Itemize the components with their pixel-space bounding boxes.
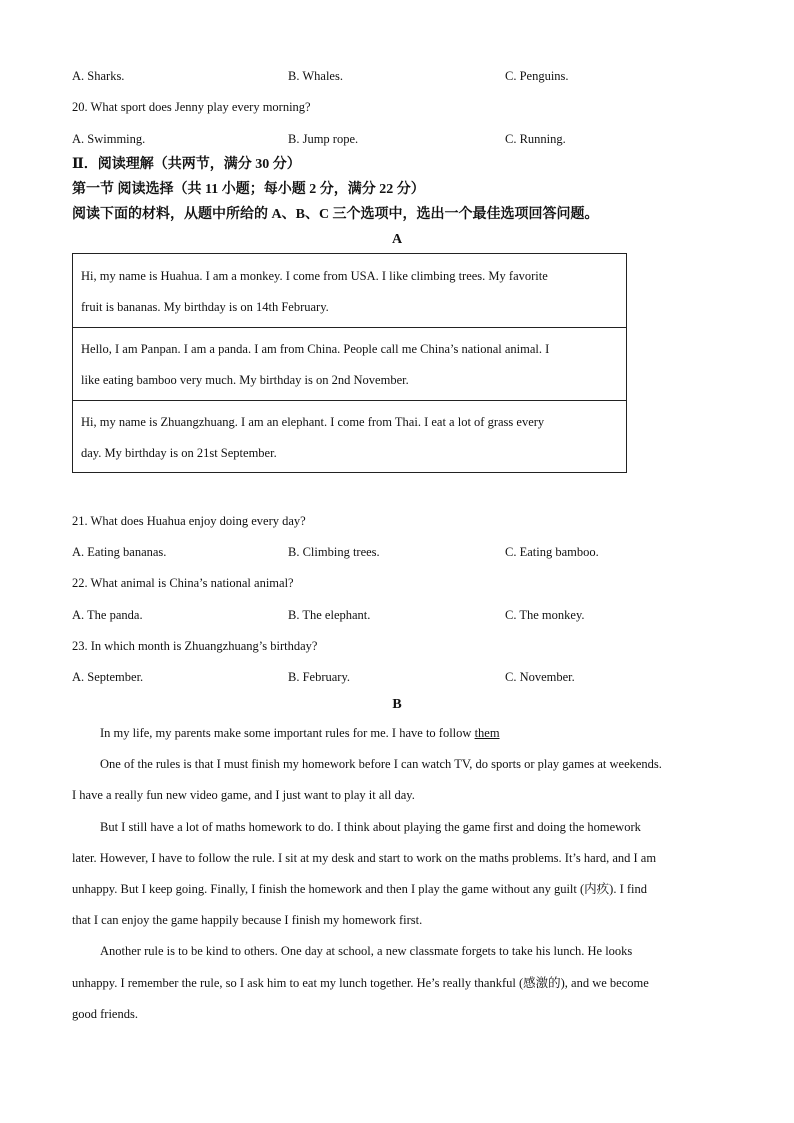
underlined-word-them: them	[474, 726, 500, 740]
passage-b-line: good friends.	[72, 1007, 138, 1021]
passage-b-line: But I still have a lot of maths homework to do. I think about playing the game first and doing the homework	[100, 820, 641, 834]
passage-b-heading: B	[392, 697, 402, 712]
section-title: Ⅱ．阅读理解（共两节，满分 30 分）	[72, 157, 301, 172]
passage-a-row-zhuangzhuang	[73, 401, 626, 473]
q22-question: 22. What animal is China’s national animal?	[72, 576, 294, 590]
q21-option-c: C. Eating bamboo.	[505, 545, 599, 559]
passage-b-p1-text: In my life, my parents make some important rules for me. I have to follow	[100, 726, 475, 740]
part1-title: 第一节 阅读选择（共 11 小题；每小题 2 分，满分 22 分）	[72, 182, 425, 197]
q20-option-b: B. Jump rope.	[288, 132, 359, 146]
q20-question: 20. What sport does Jenny play every morning?	[72, 100, 311, 114]
passage-a-heading: A	[391, 232, 403, 247]
passage-a-table	[72, 253, 627, 473]
passage-a-row1-line2: fruit is bananas. My birthday is on 14th February.	[81, 300, 329, 314]
passage-b-line: unhappy. But I keep going. Finally, I finish the homework and then I play the game without any guilt (内疚). I find	[72, 882, 648, 896]
passage-b-line: that I can enjoy the game happily because I finish my homework first.	[72, 913, 423, 927]
q21-option-b: B. Climbing trees.	[288, 545, 380, 559]
passage-a-row2-line2: like eating bamboo very much. My birthday is on 2nd November.	[81, 373, 409, 387]
passage-b-line: later. However, I have to follow the rule. I sit at my desk and start to work on the maths problems. It’s hard, and I am	[72, 851, 657, 865]
passage-b-line: One of the rules is that I must finish my homework before I can watch TV, do sports or play games at weekends.	[100, 757, 662, 771]
passage-a-row3-line1: Hi, my name is Zhuangzhuang. I am an elephant. I come from Thai. I eat a lot of grass every	[81, 415, 545, 429]
q23-option-c: C. November.	[505, 670, 575, 684]
q19-option-c: C. Penguins.	[505, 69, 569, 83]
passage-b-paragraph-1	[100, 725, 500, 741]
q21-option-a: A. Eating bananas.	[72, 545, 167, 559]
passage-a-row2-line1: Hello, I am Panpan. I am a panda. I am from China. People call me China’s national animal. I	[81, 342, 550, 356]
q22-option-a: A. The panda.	[72, 608, 143, 622]
q23-option-b: B. February.	[288, 670, 351, 684]
q23-option-a: A. September.	[72, 670, 144, 684]
q20-option-a: A. Swimming.	[72, 132, 146, 146]
q19-option-a: A. Sharks.	[72, 69, 125, 83]
passage-a-row1-line1: Hi, my name is Huahua. I am a monkey. I come from USA. I like climbing trees. My favorite	[81, 269, 548, 283]
passage-b-line: Another rule is to be kind to others. One day at school, a new classmate forgets to take his lunch. He looks	[100, 944, 633, 958]
instruction: 阅读下面的材料，从题中所给的 A、B、C 三个选项中，选出一个最佳选项回答问题。	[72, 207, 599, 222]
q22-option-b: B. The elephant.	[288, 608, 371, 622]
q19-option-b: B. Whales.	[288, 69, 343, 83]
q20-option-c: C. Running.	[505, 132, 566, 146]
passage-a-row3-line2: day. My birthday is on 21st September.	[81, 446, 277, 460]
q22-option-c: C. The monkey.	[505, 608, 585, 622]
q23-question: 23. In which month is Zhuangzhuang’s birthday?	[72, 639, 318, 653]
passage-b-line: I have a really fun new video game, and I just want to play it all day.	[72, 788, 415, 802]
passage-a-row-huahua	[73, 254, 626, 327]
q21-question: 21. What does Huahua enjoy doing every day?	[72, 514, 306, 528]
passage-b-line: unhappy. I remember the rule, so I ask him to eat my lunch together. He’s really thankful (感激的), and we become	[72, 976, 649, 990]
passage-a-row-panpan	[73, 328, 626, 401]
